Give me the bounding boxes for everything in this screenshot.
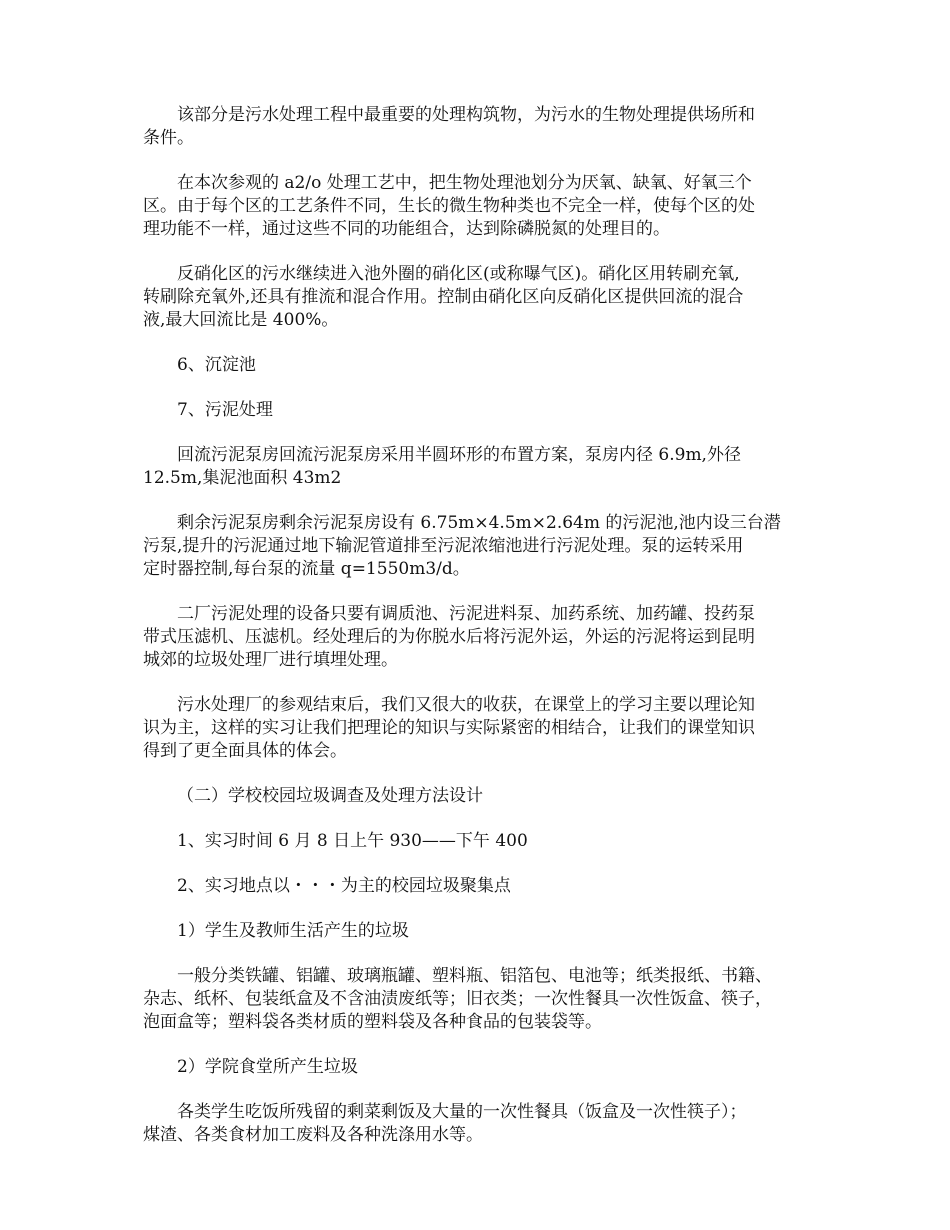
heading-sedimentation-tank: 6、沉淀池: [177, 355, 256, 375]
item-internship-time: 1、实习时间 6 月 8 日上午 930——下午 400: [177, 831, 528, 851]
paragraph-a2o-process: 在本次参观的 a2/o 处理工艺中，把生物处理池划分为厌氧、缺氧、好氧三个 区。由于每个区的工艺条件不同，生长的微生物种类也不完全一样，使每个区的处 理功能不一样，通过这些不同的功能组合，达到除磷脱氮的处理目的。: [143, 173, 755, 239]
paragraph-reactor-intro: 该部分是污水处理工程中最重要的处理构筑物，为污水的生物处理提供场所和 条件。: [143, 105, 755, 148]
paragraph-excess-sludge-pump: 剩余污泥泵房剩余污泥泵房设有 6.75m×4.5m×2.64m 的污泥池,池内设三台潜 污泵,提升的污泥通过地下输泥管道排至污泥浓缩池进行污泥处理。泵的运转采用 定时器控制,每台泵的流量 q=1550m3/d。: [143, 513, 781, 579]
subheading-canteen-waste: 2）学院食堂所产生垃圾: [177, 1057, 358, 1077]
item-internship-location: 2、实习地点以・・・为主的校园垃圾聚集点: [177, 876, 511, 896]
paragraph-visit-summary: 污水处理厂的参观结束后，我们又很大的收获，在课堂上的学习主要以理论知 识为主，这样的实习让我们把理论的知识与实际紧密的相结合，让我们的课堂知识 得到了更全面具体的体会。: [143, 695, 755, 761]
paragraph-return-sludge-pump: 回流污泥泵房回流污泥泵房采用半圆环形的布置方案，泵房内径 6.9m,外径 12.5m,集泥池面积 43m2: [143, 445, 741, 488]
heading-sludge-treatment: 7、污泥处理: [177, 400, 273, 420]
paragraph-nitrification: 反硝化区的污水继续进入池外圈的硝化区(或称曝气区)。硝化区用转刷充氧, 转刷除充氧外,还具有推流和混合作用。控制由硝化区向反硝化区提供回流的混合 液,最大回流比是 400%。: [143, 264, 744, 330]
paragraph-waste-categories: 一般分类铁罐、铝罐、玻璃瓶罐、塑料瓶、铝箔包、电池等；纸类报纸、书籍、 杂志、纸杯、包装纸盒及不含油渍废纸等；旧衣类；一次性餐具一次性饭盒、筷子， 泡面盒等；塑料袋各类材质的塑料袋及各种食品的包装袋等。: [143, 966, 772, 1032]
subheading-daily-life-waste: 1）学生及教师生活产生的垃圾: [177, 921, 409, 941]
paragraph-sludge-equipment: 二厂污泥处理的设备只要有调质池、污泥进料泵、加药系统、加药罐、投药泵 带式压滤机、压滤机。经处理后的为你脱水后将污泥外运，外运的污泥将运到昆明 城郊的垃圾处理厂进行填埋处理。: [143, 604, 755, 670]
heading-campus-waste-survey: （二）学校校园垃圾调查及处理方法设计: [177, 786, 483, 806]
paragraph-canteen-waste: 各类学生吃饭所残留的剩菜剩饭及大量的一次性餐具（饭盒及一次性筷子）； 煤渣、各类食材加工废料及各种洗涤用水等。: [143, 1102, 747, 1145]
